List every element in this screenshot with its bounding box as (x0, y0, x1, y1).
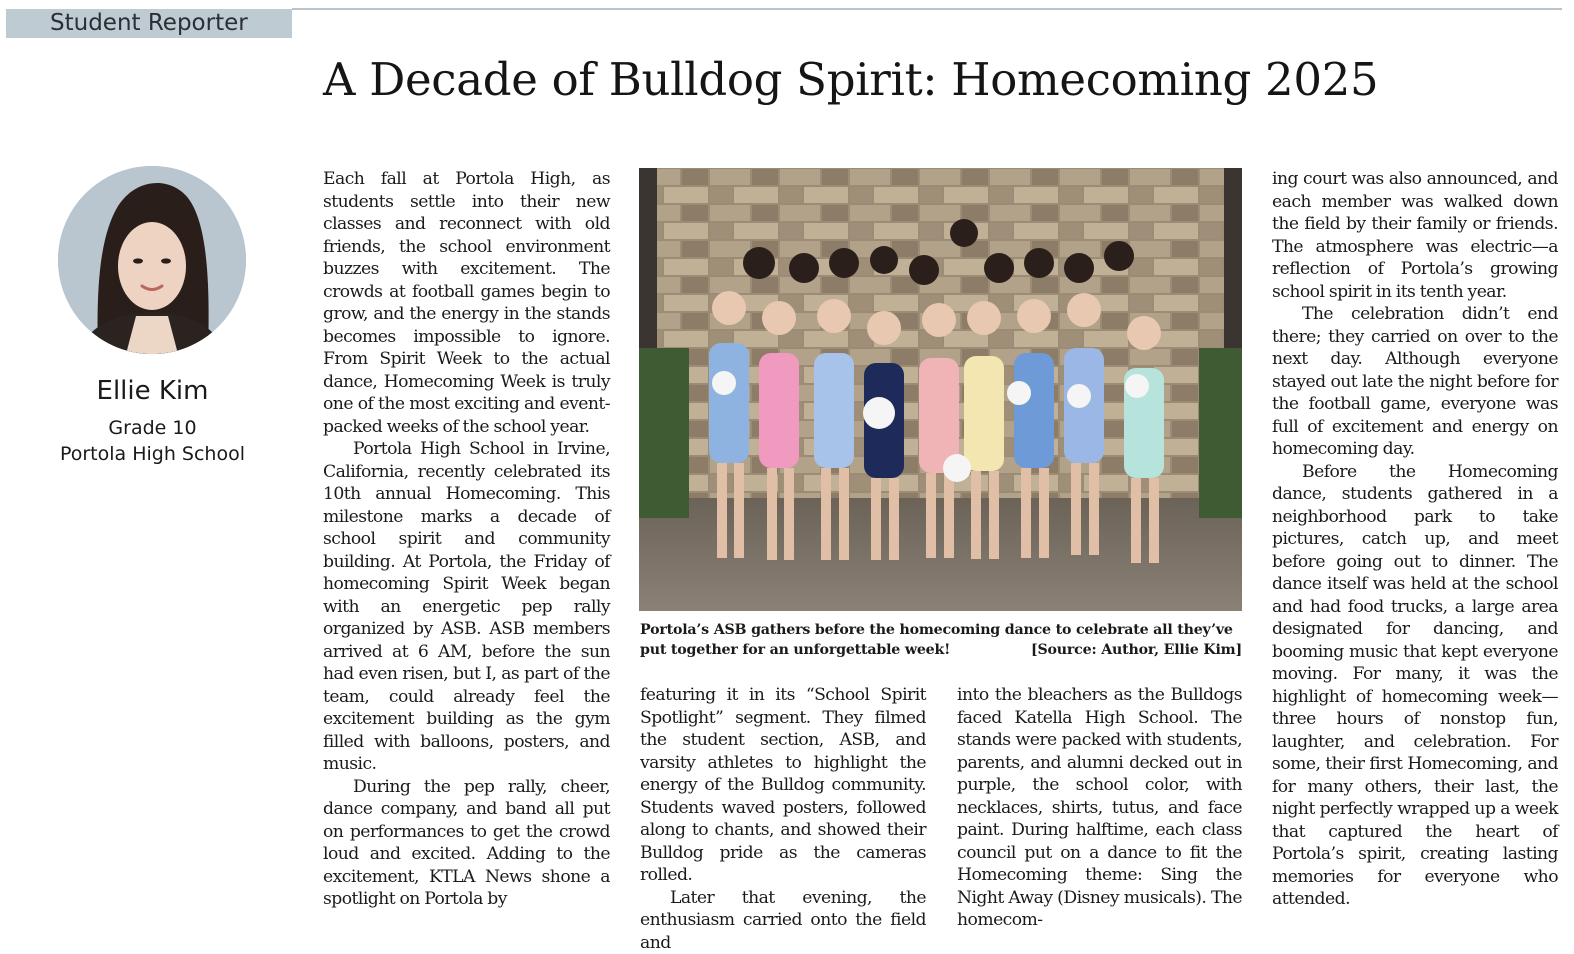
photo-credit: [Source: Author, Ellie Kim] (1031, 640, 1242, 660)
caption-line-2: put together for an unforgettable week! (640, 640, 950, 660)
article-paragraph: Later that evening, the enthusiasm carried onto the field and (640, 887, 926, 954)
author-name: Ellie Kim (0, 374, 305, 408)
author-grade: Grade 10 (0, 415, 305, 441)
article-column-2 (640, 684, 926, 954)
article-column-1 (323, 168, 610, 911)
headline: A Decade of Bulldog Spirit: Homecoming 2025 (323, 50, 1563, 110)
author-portrait-image (58, 166, 246, 354)
article-column-4 (1272, 168, 1558, 911)
article-paragraph: Before the Homecoming dance, students gathered in a neighborhood park to take pictures, catch up, and meet before going out to dinner. The dance itself was held at the school and had food trucks, a large area designated for dancing, and booming music that kept everyone moving. For many, it was the highlight of homecoming week—three hours of nonstop fun, laughter, and celebration. For some, their first Homecoming, and for many others, their last, the night perfectly wrapped up a week that captured the heart of Portola’s spirit, creating lasting memories for everyone who attended. (1272, 461, 1558, 911)
homecoming-group-photo (639, 168, 1242, 611)
author-school: Portola High School (0, 441, 305, 467)
caption-line-1: Portola’s ASB gathers before the homecoming dance to celebrate all they’ve (640, 620, 1242, 640)
article-paragraph: The celebration didn’t end there; they carried on over to the next day. Although everyone stayed out late the night before for the football game, everyone was full of excitement and energy on homecoming day. (1272, 303, 1558, 461)
article-paragraph: Each fall at Portola High, as students settle into their new classes and reconnect with old friends, the school environment buzzes with excitement. The crowds at football games begin to grow, and the energy in the stands becomes impossible to ignore. From Spirit Week to the actual dance, Homecoming Week is truly one of the most exciting and event-packed weeks of the school year. (323, 168, 610, 438)
article-paragraph: ing court was also announced, and each member was walked down the field by their family or friends. The atmosphere was electric—a reflection of Portola’s growing school spirit in its tenth year. (1272, 168, 1558, 303)
article-paragraph: Portola High School in Irvine, California, recently celebrated its 10th annual Homecoming. This milestone marks a decade of school spirit and community building. At Portola, the Friday of homecoming Spirit Week began with an energetic pep rally organized by ASB. ASB members arrived at 6 AM, before the sun had even risen, but I, as part of the team, could already feel the excitement building as the gym filled with balloons, posters, and music. (323, 438, 610, 776)
article-paragraph: featuring it in its “School Spirit Spotlight” segment. They filmed the student section, ASB, and varsity athletes to highlight the energy of the Bulldog community. Students waved posters, followed along to chants, and showed their Bulldog pride as the cameras rolled. (640, 684, 926, 887)
article-paragraph: During the pep rally, cheer, dance company, and band all put on performances to get the crowd loud and excited. Adding to the excitement, KTLA News shone a spotlight on Portola by (323, 776, 610, 911)
section-tag: Student Reporter (6, 9, 292, 38)
group-photo-image (639, 168, 1242, 611)
top-rule (292, 8, 1562, 10)
article-column-3 (957, 684, 1242, 932)
photo-caption (640, 620, 1242, 660)
author-avatar (58, 166, 246, 354)
article-paragraph: into the bleachers as the Bulldogs faced Katella High School. The stands were packed with students, parents, and alumni decked out in purple, the school color, with necklaces, shirts, tutus, and face paint. During halftime, each class council put on a dance to fit the Homecoming theme: Sing the Night Away (Disney musicals). The homecom- (957, 684, 1242, 932)
